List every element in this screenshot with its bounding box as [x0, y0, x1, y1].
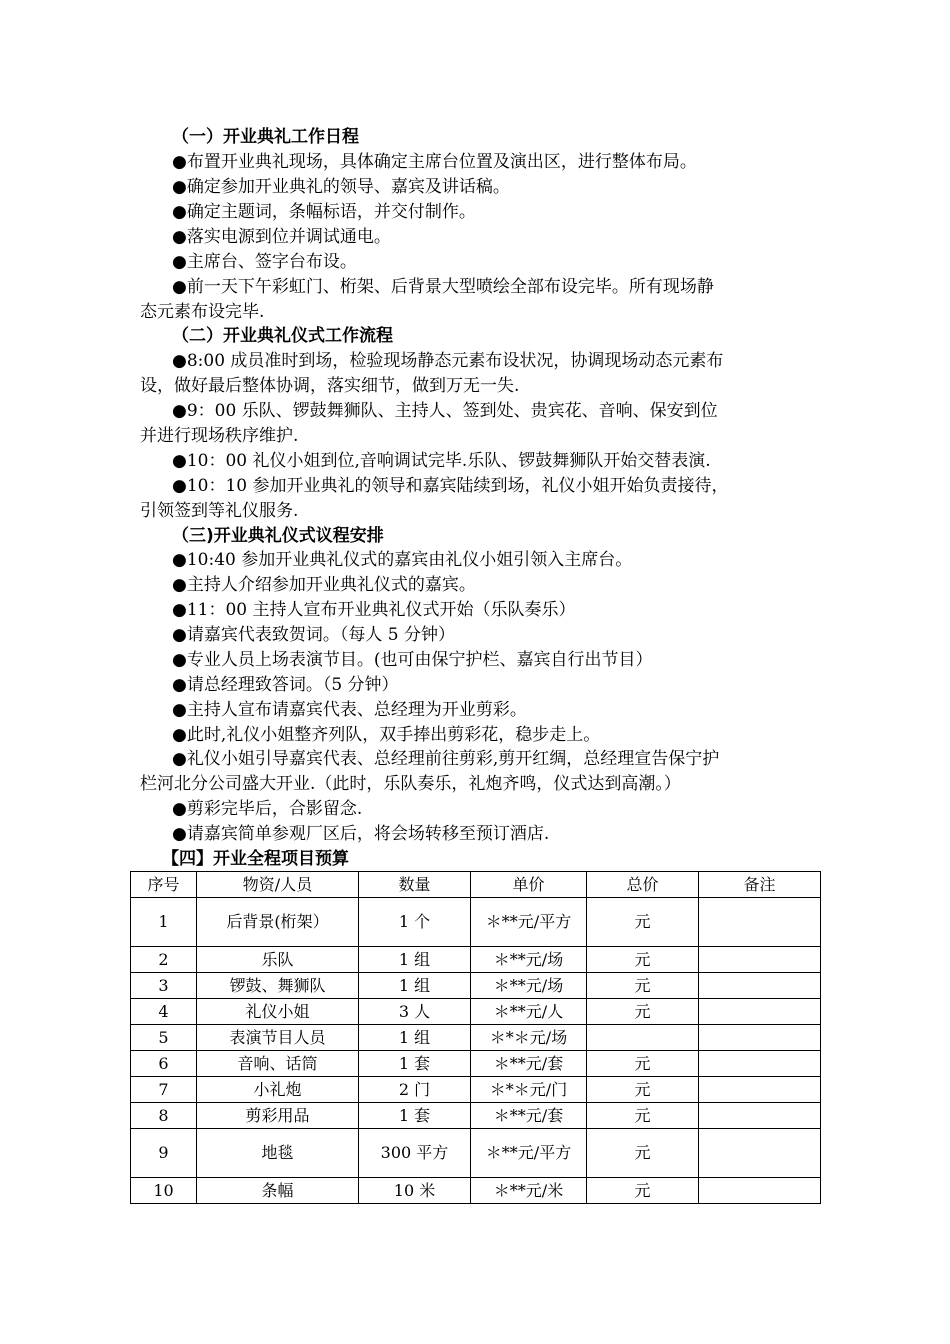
list-item: ●确定参加开业典礼的领导、嘉宾及讲话稿。 [172, 177, 510, 197]
paragraph-line: ●8:00 成员准时到场，检验现场静态元素布设状况，协调现场动态元素布 [172, 351, 724, 371]
table-cell: 地毯 [197, 1129, 359, 1178]
table-cell: 音响、话筒 [197, 1051, 359, 1077]
table-cell: 元 [587, 1077, 699, 1103]
table-cell: ＊**元/场 [471, 947, 587, 973]
table-row [131, 1051, 821, 1077]
table-cell: 元 [587, 999, 699, 1025]
table-cell: 2 [131, 947, 197, 973]
section-4-heading: 【四】开业全程项目预算 [162, 849, 349, 869]
list-item: ●主持人宣布请嘉宾代表、总经理为开业剪彩。 [172, 700, 527, 720]
table-cell [699, 1025, 821, 1051]
column-header: 数量 [359, 872, 471, 898]
table-row [131, 1103, 821, 1129]
table-cell: 1 [131, 898, 197, 947]
table-cell: 8 [131, 1103, 197, 1129]
list-item: ●落实电源到位并调试通电。 [172, 227, 391, 247]
table-row [131, 1077, 821, 1103]
table-cell [699, 1178, 821, 1204]
table-row [131, 1129, 821, 1178]
table-cell: 2 门 [359, 1077, 471, 1103]
table-cell: 1 套 [359, 1103, 471, 1129]
paragraph-line: 栏河北分公司盛大开业.（此时，乐队奏乐，礼炮齐鸣，仪式达到高潮。） [140, 773, 681, 794]
table-cell [699, 973, 821, 999]
table-cell: 3 [131, 973, 197, 999]
table-cell [699, 898, 821, 947]
column-header: 总价 [587, 872, 699, 898]
list-item [140, 747, 719, 796]
list-item: ●专业人员上场表演节目。(也可由保宁护栏、嘉宾自行出节目） [172, 650, 653, 670]
table-row [131, 1025, 821, 1051]
table-row [131, 1178, 821, 1204]
table-cell: 条幅 [197, 1178, 359, 1204]
paragraph-line: ●9：00 乐队、锣鼓舞狮队、主持人、签到处、贵宾花、音响、保安到位 [172, 401, 718, 421]
table-header-row [131, 872, 821, 898]
table-cell: 1 组 [359, 947, 471, 973]
list-item: ●主席台、签字台布设。 [172, 252, 357, 272]
table-row [131, 973, 821, 999]
table-cell: ＊*＊元/门 [471, 1077, 587, 1103]
list-item: ●请总经理致答词。（5 分钟） [172, 675, 399, 695]
table-cell: 元 [587, 973, 699, 999]
table-cell: 3 人 [359, 999, 471, 1025]
paragraph [140, 349, 723, 398]
table-cell: 剪彩用品 [197, 1103, 359, 1129]
table-cell: 小礼炮 [197, 1077, 359, 1103]
table-cell [699, 1077, 821, 1103]
table-cell: 元 [587, 1103, 699, 1129]
table-cell: 5 [131, 1025, 197, 1051]
paragraph-line: ●礼仪小姐引导嘉宾代表、总经理前往剪彩,剪开红绸，总经理宣告保宁护 [172, 749, 720, 769]
table-cell: 1 个 [359, 898, 471, 947]
table-cell: 元 [587, 947, 699, 973]
table-cell: ＊**元/人 [471, 999, 587, 1025]
list-item: ●请嘉宾简单参观厂区后，将会场转移至预订酒店. [172, 824, 550, 844]
table-cell: 7 [131, 1077, 197, 1103]
paragraph-line: 设，做好最后整体协调，落实细节，做到万无一失. [140, 375, 520, 396]
paragraph-line: ●10：10 参加开业典礼的领导和嘉宾陆续到场，礼仪小姐开始负责接待， [172, 476, 729, 496]
table-cell: 1 组 [359, 973, 471, 999]
table-row [131, 999, 821, 1025]
list-item: ●11：00 主持人宣布开业典礼仪式开始（乐队奏乐） [172, 600, 576, 620]
table-cell: 后背景(桁架） [197, 898, 359, 947]
table-cell [699, 947, 821, 973]
budget-table [130, 871, 821, 1204]
section-3-heading: （三)开业典礼仪式议程安排 [172, 526, 384, 546]
table-cell: 1 组 [359, 1025, 471, 1051]
table-cell: 300 平方 [359, 1129, 471, 1178]
table-cell: 表演节目人员 [197, 1025, 359, 1051]
table-cell: 元 [587, 1051, 699, 1077]
table-cell: 锣鼓、舞狮队 [197, 973, 359, 999]
table-cell: 4 [131, 999, 197, 1025]
paragraph [140, 399, 718, 448]
table-row [131, 947, 821, 973]
table-cell [699, 999, 821, 1025]
table-cell: 9 [131, 1129, 197, 1178]
list-item: ●剪彩完毕后，合影留念. [172, 799, 363, 819]
paragraph-line: 引领签到等礼仪服务. [140, 500, 299, 521]
table-cell [699, 1051, 821, 1077]
section-2-heading: （二）开业典礼仪式工作流程 [172, 326, 393, 346]
paragraph: ●10：00 礼仪小姐到位,音响调试完毕.乐队、锣鼓舞狮队开始交替表演. [172, 451, 711, 471]
column-header: 序号 [131, 872, 197, 898]
section-1-heading: （一）开业典礼工作日程 [172, 127, 359, 147]
list-item: ●确定主题词，条幅标语，并交付制作。 [172, 202, 476, 222]
table-cell: 元 [587, 1129, 699, 1178]
table-cell: ＊**元/套 [471, 1103, 587, 1129]
paragraph-line: 态元素布设完毕. [140, 301, 265, 322]
table-cell: 10 [131, 1178, 197, 1204]
list-item [140, 275, 714, 324]
column-header: 物资/人员 [197, 872, 359, 898]
table-cell: 乐队 [197, 947, 359, 973]
table-cell: ＊**元/套 [471, 1051, 587, 1077]
table-cell: ＊**元/平方 [471, 1129, 587, 1178]
table-cell [587, 1025, 699, 1051]
table-cell: 元 [587, 1178, 699, 1204]
list-item: ●10:40 参加开业典礼仪式的嘉宾由礼仪小姐引领入主席台。 [172, 550, 633, 570]
table-cell: ＊**元/平方 [471, 898, 587, 947]
table-cell: ＊*＊元/场 [471, 1025, 587, 1051]
list-item: ●主持人介绍参加开业典礼仪式的嘉宾。 [172, 575, 476, 595]
table-cell: 1 套 [359, 1051, 471, 1077]
table-cell [699, 1103, 821, 1129]
table-row [131, 898, 821, 947]
table-cell: 10 米 [359, 1178, 471, 1204]
table-cell: ＊**元/场 [471, 973, 587, 999]
table-cell: 元 [587, 898, 699, 947]
table-cell [699, 1129, 821, 1178]
list-item: ●此时,礼仪小姐整齐列队，双手捧出剪彩花，稳步走上。 [172, 725, 601, 745]
column-header: 备注 [699, 872, 821, 898]
paragraph [140, 474, 729, 523]
table-cell: ＊**元/米 [471, 1178, 587, 1204]
column-header: 单价 [471, 872, 587, 898]
paragraph-line: ●前一天下午彩虹门、桁架、后背景大型喷绘全部布设完毕。所有现场静 [172, 277, 714, 297]
table-cell: 6 [131, 1051, 197, 1077]
paragraph-line: 并进行现场秩序维护. [140, 425, 299, 446]
list-item: ●请嘉宾代表致贺词。（每人 5 分钟） [172, 625, 455, 645]
table-cell: 礼仪小姐 [197, 999, 359, 1025]
list-item: ●布置开业典礼现场，具体确定主席台位置及演出区，进行整体布局。 [172, 152, 697, 172]
